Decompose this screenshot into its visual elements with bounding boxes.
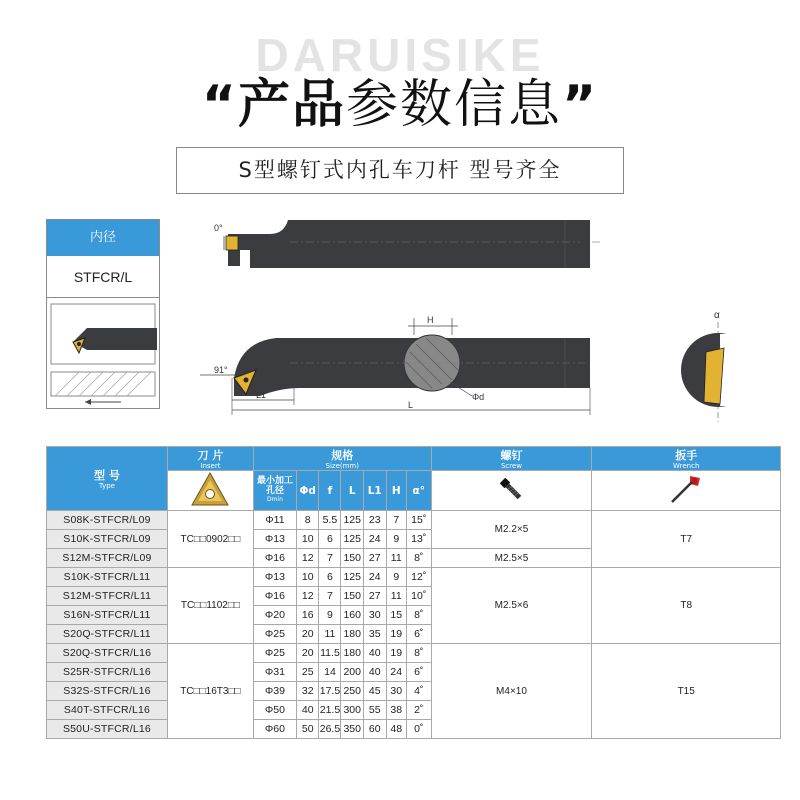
f-cell: 11 (319, 625, 341, 644)
header-size: 规格 Size(mm) (253, 447, 431, 471)
screw-cell: M2.5×5 (431, 549, 592, 568)
screw-cell: M2.5×6 (431, 568, 592, 644)
L-cell: 125 (341, 530, 364, 549)
dmin-cell: Φ60 (253, 720, 296, 739)
alpha-cell: 8˚ (406, 644, 431, 663)
L1-cell: 60 (363, 720, 386, 739)
end-view-drawing (681, 310, 758, 422)
wrench-cell: T8 (592, 568, 781, 644)
angle-0-label: 0° (214, 223, 223, 233)
screw-icon (496, 474, 526, 504)
L-cell: 180 (341, 644, 364, 663)
L-cell: 125 (341, 568, 364, 587)
angle-91-label: 91° (214, 365, 228, 375)
header-screw: 螺钉 Screw (431, 447, 592, 471)
L1-cell: 27 (363, 549, 386, 568)
H-cell: 38 (386, 701, 406, 720)
alpha-cell: 12˚ (406, 568, 431, 587)
insert-cell: TC□□16T3□□ (167, 644, 253, 739)
L-cell: 250 (341, 682, 364, 701)
header-phid: Φd (296, 471, 319, 511)
alpha-cell: 8˚ (406, 606, 431, 625)
header-L: L (341, 471, 364, 511)
tool-drawings (180, 210, 780, 430)
bore-illustration (47, 298, 159, 408)
model-cell: S32S-STFCR/L16 (47, 682, 168, 701)
alpha-cell: 6˚ (406, 625, 431, 644)
alpha-cell: 4˚ (406, 682, 431, 701)
L-cell: 180 (341, 625, 364, 644)
wrench-image-cell (592, 471, 781, 511)
f-cell: 5.5 (319, 511, 341, 530)
header-dmin: 最小加工孔径 Dmin (253, 471, 296, 511)
L1-cell: 23 (363, 511, 386, 530)
title-bold-part: 产品 (237, 75, 346, 135)
f-cell: 6 (319, 530, 341, 549)
f-cell: 17.5 (319, 682, 341, 701)
H-cell: 11 (386, 587, 406, 606)
top-view-drawing (200, 315, 590, 415)
H-cell: 19 (386, 625, 406, 644)
L1-cell: 55 (363, 701, 386, 720)
L-cell: 350 (341, 720, 364, 739)
dmin-cell: Φ39 (253, 682, 296, 701)
L-cell: 200 (341, 663, 364, 682)
dmin-cell: Φ13 (253, 530, 296, 549)
L-cell: 125 (341, 511, 364, 530)
model-cell: S10K-STFCR/L09 (47, 530, 168, 549)
screw-cell: M4×10 (431, 644, 592, 739)
f-cell: 11.5 (319, 644, 341, 663)
f-cell: 7 (319, 587, 341, 606)
dmin-cell: Φ16 (253, 587, 296, 606)
f-cell: 7 (319, 549, 341, 568)
dmin-cell: Φ50 (253, 701, 296, 720)
dmin-cell: Φ13 (253, 568, 296, 587)
side-view-drawing (214, 220, 600, 268)
f-cell: 26.5 (319, 720, 341, 739)
header-type: 型 号 Type (47, 447, 168, 511)
f-cell: 6 (319, 568, 341, 587)
d-cell: 50 (296, 720, 319, 739)
insert-cell: TC□□0902□□ (167, 511, 253, 568)
L-cell: 150 (341, 549, 364, 568)
L-cell: 300 (341, 701, 364, 720)
dmin-cell: Φ25 (253, 625, 296, 644)
header-L1: L1 (363, 471, 386, 511)
d-cell: 10 (296, 568, 319, 587)
model-cell: S12M-STFCR/L09 (47, 549, 168, 568)
model-cell: S16N-STFCR/L11 (47, 606, 168, 625)
d-cell: 8 (296, 511, 319, 530)
f-cell: 9 (319, 606, 341, 625)
alpha-cell: 2˚ (406, 701, 431, 720)
header-H: H (386, 471, 406, 511)
insert-cell: TC□□1102□□ (167, 568, 253, 644)
L1-cell: 24 (363, 568, 386, 587)
dmin-cell: Φ11 (253, 511, 296, 530)
dmin-cell: Φ20 (253, 606, 296, 625)
model-cell: S20Q-STFCR/L16 (47, 644, 168, 663)
insert-image-cell (167, 471, 253, 511)
H-cell: 7 (386, 511, 406, 530)
header-insert: 刀 片 Insert (167, 447, 253, 471)
H-cell: 11 (386, 549, 406, 568)
alpha-cell: 0˚ (406, 720, 431, 739)
title-rest: 参数信息 (346, 75, 563, 135)
title-close-quote: ” (562, 75, 599, 135)
insert-icon (190, 471, 230, 507)
H-cell: 24 (386, 663, 406, 682)
card-model: STFCR/L (47, 256, 159, 298)
header-alpha: α° (406, 471, 431, 511)
bore-type-card (46, 219, 160, 409)
L1-cell: 35 (363, 625, 386, 644)
d-cell: 20 (296, 625, 319, 644)
H-cell: 19 (386, 644, 406, 663)
L-cell: 160 (341, 606, 364, 625)
d-cell: 16 (296, 606, 319, 625)
screw-image-cell (431, 471, 592, 511)
title-open-quote: “ (201, 75, 238, 135)
wrench-cell: T7 (592, 511, 781, 568)
H-cell: 15 (386, 606, 406, 625)
card-header: 内径 (47, 220, 159, 256)
model-cell: S10K-STFCR/L11 (47, 568, 168, 587)
d-cell: 20 (296, 644, 319, 663)
model-cell: S08K-STFCR/L09 (47, 511, 168, 530)
spec-table (46, 446, 781, 739)
H-cell: 9 (386, 568, 406, 587)
dim-phid-label: Φd (472, 392, 485, 402)
d-cell: 12 (296, 587, 319, 606)
subtitle: S型螺钉式内孔车刀杆 型号齐全 (176, 147, 624, 194)
alpha-cell: 13˚ (406, 530, 431, 549)
header-f: f (319, 471, 341, 511)
model-cell: S40T-STFCR/L16 (47, 701, 168, 720)
H-cell: 48 (386, 720, 406, 739)
wrench-cell: T15 (592, 644, 781, 739)
model-cell: S20Q-STFCR/L11 (47, 625, 168, 644)
L1-cell: 40 (363, 663, 386, 682)
dmin-cell: Φ31 (253, 663, 296, 682)
alpha-cell: 8˚ (406, 549, 431, 568)
dmin-cell: Φ25 (253, 644, 296, 663)
wrench-icon (666, 472, 706, 506)
brand-watermark: DARUISIKE (255, 29, 545, 81)
dim-H-label: H (427, 315, 434, 325)
H-cell: 9 (386, 530, 406, 549)
alpha-cell: 10˚ (406, 587, 431, 606)
d-cell: 25 (296, 663, 319, 682)
alpha-cell: 6˚ (406, 663, 431, 682)
L1-cell: 27 (363, 587, 386, 606)
H-cell: 30 (386, 682, 406, 701)
dim-L-label: L (408, 400, 414, 410)
screw-cell: M2.2×5 (431, 511, 592, 549)
page-title (0, 62, 800, 137)
model-cell: S50U-STFCR/L16 (47, 720, 168, 739)
d-cell: 12 (296, 549, 319, 568)
L1-cell: 40 (363, 644, 386, 663)
L1-cell: 45 (363, 682, 386, 701)
L1-cell: 30 (363, 606, 386, 625)
d-cell: 40 (296, 701, 319, 720)
L-cell: 150 (341, 587, 364, 606)
d-cell: 32 (296, 682, 319, 701)
dmin-cell: Φ16 (253, 549, 296, 568)
angle-alpha-label: α (714, 310, 720, 321)
L1-cell: 24 (363, 530, 386, 549)
alpha-cell: 15˚ (406, 511, 431, 530)
model-cell: S25R-STFCR/L16 (47, 663, 168, 682)
header-wrench: 扳手 Wrench (592, 447, 781, 471)
model-cell: S12M-STFCR/L11 (47, 587, 168, 606)
d-cell: 10 (296, 530, 319, 549)
f-cell: 14 (319, 663, 341, 682)
dim-L1-label: L1 (256, 390, 267, 400)
f-cell: 21.5 (319, 701, 341, 720)
